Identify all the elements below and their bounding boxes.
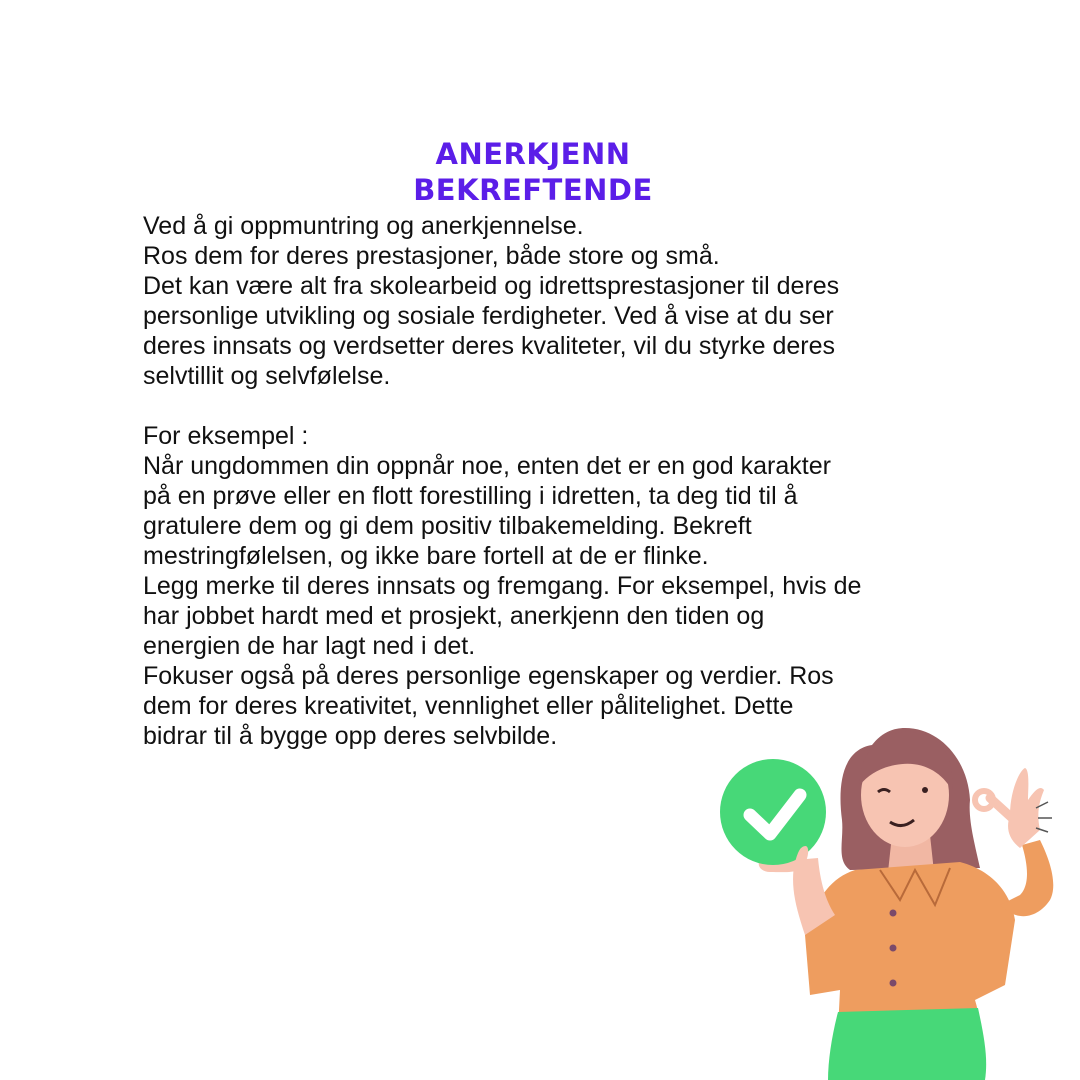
right-hand <box>1008 768 1044 848</box>
body-text <box>143 211 943 751</box>
right-arm <box>1000 840 1053 916</box>
text-line: Fokuser også på deres personlige egenskaper og verdier. Ros <box>143 662 834 690</box>
text-line: dem for deres kreativitet, vennlighet eller pålitelighet. Dette <box>143 692 794 720</box>
text-line: Legg merke til deres innsats og fremgang. For eksempel, hvis de <box>143 572 862 600</box>
blank-line <box>143 391 943 421</box>
shirt-button <box>890 945 897 952</box>
text-line: personlige utvikling og sosiale ferdigheter. Ved å vise at du ser <box>143 302 834 330</box>
right-eye <box>922 787 928 793</box>
text-line: energien de har lagt ned i det. <box>143 632 476 660</box>
shirt-button <box>890 980 897 987</box>
woman-illustration <box>700 720 1080 1080</box>
text-line: har jobbet hardt med et prosjekt, anerkjenn den tiden og <box>143 602 765 630</box>
check-circle <box>720 759 826 865</box>
text-line: Ved å gi oppmuntring og anerkjennelse. <box>143 212 584 240</box>
text-line: bidrar til å bygge opp deres selvbilde. <box>143 722 558 750</box>
ok-fingers <box>990 798 1012 818</box>
title-line-1: ANERKJENN <box>435 137 631 171</box>
title-line-2: BEKREFTENDE <box>413 173 653 207</box>
page-title <box>0 136 1066 208</box>
text-line: Ros dem for deres prestasjoner, både store og små. <box>143 242 720 270</box>
text-line: Det kan være alt fra skolearbeid og idrettsprestasjoner til deres <box>143 272 840 300</box>
text-line: Når ungdommen din oppnår noe, enten det er en god karakter <box>143 452 831 480</box>
text-line: For eksempel : <box>143 422 309 450</box>
shirt-button <box>890 910 897 917</box>
text-line: på en prøve eller en flott forestilling i idretten, ta deg tid til å <box>143 482 798 510</box>
text-line: gratulere dem og gi dem positiv tilbakemelding. Bekreft <box>143 512 752 540</box>
text-line: deres innsats og verdsetter deres kvaliteter, vil du styrke deres <box>143 332 835 360</box>
text-line: selvtillit og selvfølelse. <box>143 362 391 390</box>
skirt <box>828 1008 986 1080</box>
shirt <box>805 862 1015 1030</box>
text-line: mestringfølelsen, og ikke bare fortell at de er flinke. <box>143 542 709 570</box>
